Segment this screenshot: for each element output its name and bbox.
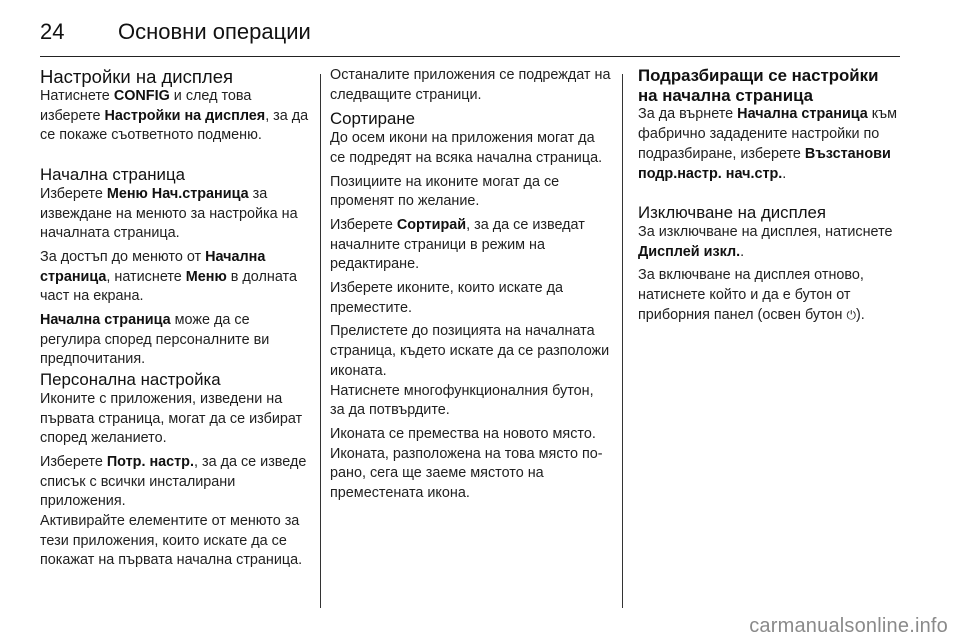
header-rule bbox=[40, 56, 900, 57]
paragraph: Активирайте елементите от менюто за тези приложения, които искате да се покажат на първата начална страница. bbox=[40, 513, 303, 569]
subheading-personal-setting: Персонална настройка bbox=[40, 370, 221, 390]
paragraph: Изберете Потр. настр., за да се изведе списък с всички инсталирани приложения. bbox=[40, 453, 307, 510]
column-middle bbox=[330, 66, 612, 504]
subheading-home-page: Начална страница bbox=[40, 165, 185, 185]
paragraph: Иконата се премества на новото място. Иконата, разположена на това място по-рано, сега ще заеме мястото на преместената икона. bbox=[330, 425, 603, 502]
subheading-sorting: Сортиране bbox=[330, 109, 415, 129]
page-number: 24 bbox=[40, 19, 65, 44]
paragraph: До осем икони на приложения могат да се подредят на всяка начална страница. bbox=[330, 130, 603, 166]
paragraph: За изключване на дисплея, натиснете Дисплей изкл.. bbox=[638, 223, 893, 260]
subheading-home-defaults: Подразбиращи се настройки на начална страница bbox=[638, 66, 879, 105]
paragraph: Иконите с приложения, изведени на първата страница, могат да се избират според желанието. bbox=[40, 390, 303, 447]
section-title-display-settings: Настройки на дисплея bbox=[40, 66, 233, 87]
paragraph: Изберете Меню Нач.страница за извеждане на менюто за настройка на началната страница. bbox=[40, 185, 298, 242]
paragraph: За достъп до менюто от Начална страница, натиснете Меню в долната част на екрана. bbox=[40, 248, 297, 305]
paragraph: Натиснете многофункционалния бутон, за да потвърдите. bbox=[330, 382, 594, 419]
paragraph: За да върнете Начална страница към фабрично зададените настройки по подразбиране, изберете Възстанови подр.настр. нач.стр.. bbox=[638, 106, 897, 182]
column-left bbox=[40, 66, 312, 571]
paragraph: Начална страница може да се регулира според персоналните ви предпочитания. bbox=[40, 312, 270, 368]
column-right bbox=[638, 66, 900, 325]
page-header bbox=[40, 14, 311, 50]
watermark: carmanualsonline.info bbox=[749, 615, 948, 637]
power-icon: ⏻ bbox=[846, 307, 856, 322]
paragraph: Позициите на иконите могат да се променят по желание. bbox=[330, 173, 560, 210]
paragraph: Изберете Сортирай, за да се изведат началните страници в режим на редактиране. bbox=[330, 216, 585, 273]
paragraph: Прелистете до позицията на началната страница, където искате да се разположи иконата. bbox=[330, 323, 610, 379]
paragraph: За включване на дисплея отново, натиснете който и да е бутон от приборния панел (освен бутон ⏻). bbox=[638, 267, 865, 323]
column-divider bbox=[320, 74, 321, 608]
column-divider bbox=[622, 74, 623, 608]
paragraph: Изберете иконите, които искате да преместите. bbox=[330, 280, 564, 316]
page-title: Основни операции bbox=[118, 19, 311, 44]
subheading-display-off: Изключване на дисплея bbox=[638, 203, 827, 223]
paragraph: Останалите приложения се подреждат на следващите страници. bbox=[330, 67, 611, 103]
paragraph: Натиснете CONFIG и след това изберете Настройки на дисплея, за да се покаже съответното подменю. bbox=[40, 88, 309, 144]
